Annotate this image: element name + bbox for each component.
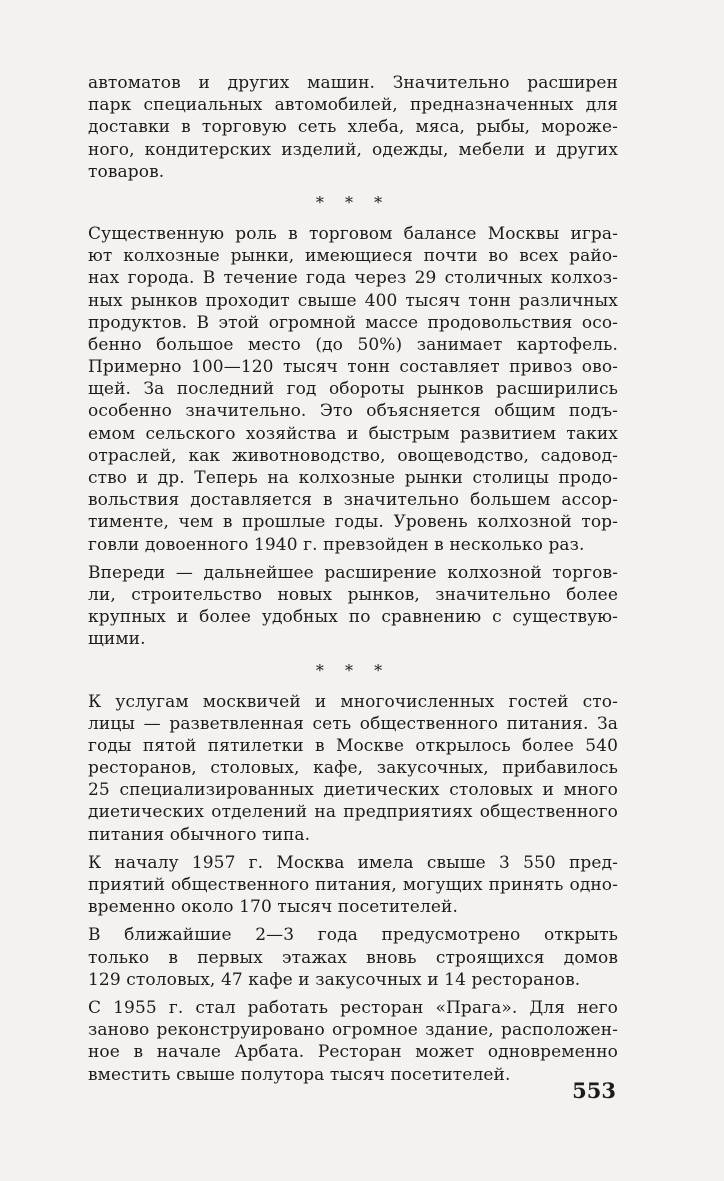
text-line: К услугам москвичей и многочисленных гостей сто- bbox=[88, 691, 618, 712]
text-line: ресторанов, столовых, кафе, закусочных, прибавилось bbox=[88, 758, 618, 779]
text-line: питания обычного типа. bbox=[88, 824, 311, 845]
paragraph-praga bbox=[88, 997, 618, 1086]
text-line: ное в начале Арбата. Ресторан может одновременно bbox=[88, 1042, 618, 1063]
text-line: особенно значительно. Это объясняется общим подъ- bbox=[88, 401, 618, 422]
text-line: крупных и более удобных по сравнению с существую- bbox=[88, 607, 618, 628]
text-line: К началу 1957 г. Москва имела свыше 3 550 пред- bbox=[88, 852, 618, 873]
text-line: емом сельского хозяйства и быстрым развитием таких bbox=[88, 423, 618, 444]
page-number: 553 bbox=[572, 1078, 616, 1103]
paragraph-plans bbox=[88, 924, 618, 991]
paragraph-1957 bbox=[88, 852, 618, 919]
paragraph-markets bbox=[88, 223, 618, 556]
text-line: щей. За последний год обороты рынков расширились bbox=[88, 379, 618, 400]
paragraph-future bbox=[88, 562, 618, 651]
text-line: вольствия доставляется в значительно большем ассор- bbox=[88, 490, 618, 511]
text-line: диетических отделений на предприятиях общественного bbox=[88, 802, 618, 823]
text-line: товаров. bbox=[88, 161, 165, 182]
text-line: только в первых этажах вновь строящихся домов bbox=[88, 947, 618, 968]
text-line: заново реконструировано огромное здание, расположен- bbox=[88, 1020, 618, 1041]
text-line: С 1955 г. стал работать ресторан «Прага». Для него bbox=[88, 997, 618, 1018]
text-line: Впереди — дальнейшее расширение колхозной торгов- bbox=[88, 562, 618, 583]
text-line: вместить свыше полутора тысяч посетителей. bbox=[88, 1064, 511, 1085]
text-line: автоматов и других машин. Значительно расширен bbox=[88, 73, 618, 93]
text-line: Примерно 100—120 тысяч тонн составляет привоз ово- bbox=[88, 357, 618, 378]
section-separator: * * * bbox=[315, 192, 391, 212]
text-line: доставки в торговую сеть хлеба, мяса, рыбы, мороже- bbox=[88, 117, 618, 138]
text-line: годы пятой пятилетки в Москве открылось более 540 bbox=[88, 735, 618, 756]
text-line: тименте, чем в прошлые годы. Уровень колхозной тор- bbox=[88, 512, 618, 533]
text-line: временно около 170 тысяч посетителей. bbox=[88, 897, 458, 918]
text-line: ных рынков проходит свыше 400 тысяч тонн различных bbox=[88, 290, 618, 311]
text-line: говли довоенного 1940 г. превзойден в несколько раз. bbox=[88, 534, 585, 555]
text-line: продуктов. В этой огромной массе продовольствия осо- bbox=[88, 312, 618, 333]
paragraph-continuation bbox=[88, 72, 618, 183]
text-line: Существенную роль в торговом балансе Москвы игра- bbox=[88, 223, 618, 244]
text-line: ство и др. Теперь на колхозные рынки столицы продо- bbox=[88, 468, 618, 488]
text-line: 129 столовых, 47 кафе и закусочных и 14 ресторанов. bbox=[88, 969, 581, 990]
text-line: приятий общественного питания, могущих принять одно- bbox=[88, 875, 618, 895]
text-line: ного, кондитерских изделий, одежды, мебели и других bbox=[88, 139, 618, 160]
text-line: отраслей, как животноводство, овощеводство, садовод- bbox=[88, 445, 618, 466]
text-line: щими. bbox=[88, 629, 146, 650]
section-separator: * * * bbox=[315, 660, 391, 680]
text-line: 25 специализированных диетических столовых и много bbox=[88, 780, 618, 801]
text-line: бенно большое место (до 50%) занимает картофель. bbox=[88, 334, 618, 355]
text-line: ли, строительство новых рынков, значительно более bbox=[88, 584, 618, 605]
text-line: ют колхозные рынки, имеющиеся почти во всех райо- bbox=[88, 246, 618, 267]
text-line: В ближайшие 2—3 года предусмотрено открыть bbox=[88, 925, 618, 946]
page-text bbox=[88, 72, 618, 1086]
text-line: лицы — разветвленная сеть общественного питания. За bbox=[88, 713, 618, 734]
text-line: парк специальных автомобилей, предназначенных для bbox=[88, 95, 618, 116]
paragraph-catering bbox=[88, 691, 618, 846]
text-line: нах города. В течение года через 29 столичных колхоз- bbox=[88, 268, 618, 289]
